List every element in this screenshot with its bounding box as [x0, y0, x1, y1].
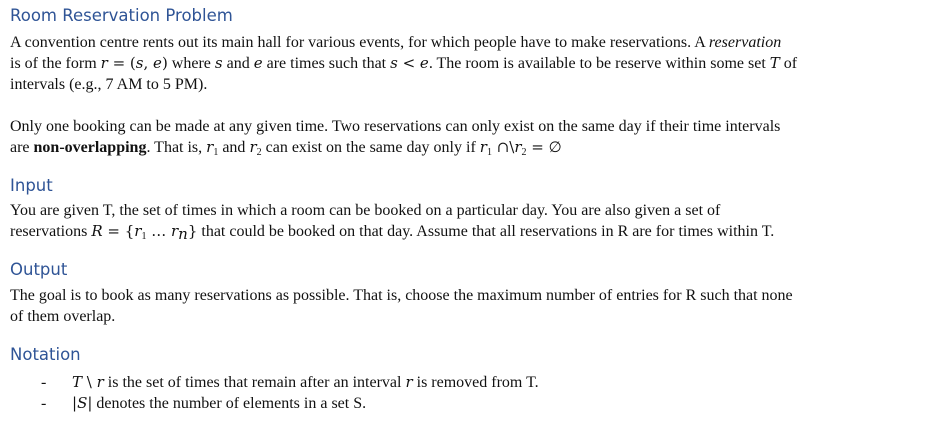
math-var: r: [206, 138, 214, 156]
math-var: s: [390, 54, 398, 72]
intro-text: and: [222, 55, 254, 72]
intro-text: A convention centre rents out its main hall for various events, for which people have to make reservations. A: [10, 34, 709, 51]
math-var: e: [419, 54, 429, 72]
math-op: = ∅: [526, 138, 562, 156]
math-var: r: [96, 373, 104, 391]
intro-paragraph: [10, 32, 925, 95]
intro-text: intervals (e.g., 7 AM to 5 PM).: [10, 76, 208, 93]
overlap-paragraph: [10, 116, 925, 158]
math-var: s: [135, 54, 144, 72]
math-sub: n: [178, 225, 188, 243]
output-paragraph: [10, 285, 925, 327]
math-var: R: [91, 222, 103, 240]
math-var: s: [214, 54, 223, 72]
input-text: that could be booked on that day. Assume that all reservations in R are for times within T.: [197, 223, 775, 240]
overlap-text: . That is,: [146, 139, 207, 156]
intro-text: where: [167, 55, 215, 72]
math-op: |: [87, 394, 93, 412]
math-op: ∩\: [491, 138, 515, 156]
notation-list: [10, 372, 925, 414]
math-sub: 1: [486, 147, 492, 158]
math-var: r: [170, 222, 179, 240]
emphasis-reservation: reservation: [708, 34, 782, 51]
bullet-dash: -: [41, 395, 47, 412]
overlap-text: are: [10, 139, 34, 156]
overlap-text: can exist on the same day only if: [261, 139, 480, 156]
bullet-dash: -: [41, 374, 47, 391]
input-heading: Input: [10, 176, 53, 195]
output-heading: Output: [10, 260, 68, 279]
math-op: ): [161, 54, 168, 72]
math-var: r: [249, 138, 257, 156]
input-text: reservations: [10, 223, 92, 240]
notation-heading: Notation: [10, 345, 81, 364]
notation-text: is removed from T.: [412, 374, 539, 391]
input-paragraph: [10, 200, 925, 242]
math-var: r: [479, 138, 487, 156]
output-text: The goal is to book as many reservations as possible. That is, choose the maximum number of entries for R such that none: [10, 287, 793, 304]
math-var: T: [72, 373, 83, 391]
bold-non-overlapping: non-overlapping: [33, 139, 147, 156]
math-var: r: [405, 373, 413, 391]
notation-text: denotes the number of elements in a set S.: [92, 395, 367, 412]
math-op: \: [82, 373, 97, 391]
math-var: e: [253, 54, 263, 72]
output-text: of them overlap.: [10, 308, 116, 325]
math-op: ,: [143, 54, 154, 72]
math-var: T: [769, 54, 780, 72]
math-sub: 1: [141, 231, 147, 242]
math-var: e: [153, 54, 162, 72]
notation-text: is the set of times that remain after an interval: [103, 374, 406, 391]
intro-text: . The room is available to be reserve within some set: [428, 55, 770, 72]
math-op: |: [72, 394, 78, 412]
list-item: [10, 393, 925, 414]
math-op: = {: [102, 222, 135, 240]
page-title: Room Reservation Problem: [10, 6, 233, 25]
math-op: …: [146, 222, 171, 240]
math-op: }: [187, 222, 198, 240]
math-var: r: [100, 54, 108, 72]
math-op: <: [397, 54, 420, 72]
math-var: r: [514, 138, 522, 156]
list-item: [10, 372, 925, 393]
math-op: = (: [107, 54, 136, 72]
math-sub: 2: [256, 147, 262, 158]
intro-text: of: [779, 55, 798, 72]
overlap-text: Only one booking can be made at any given time. Two reservations can only exist on the same day if their time intervals: [10, 118, 781, 135]
input-text: You are given T, the set of times in which a room can be booked on a particular day. You are also given a set of: [10, 202, 721, 219]
intro-text: are times such that: [262, 55, 391, 72]
math-sub: 2: [521, 147, 527, 158]
math-var: r: [134, 222, 142, 240]
intro-text: is of the form: [10, 55, 101, 72]
overlap-text: and: [218, 139, 250, 156]
math-sub: 1: [213, 147, 219, 158]
math-var: S: [77, 394, 88, 412]
